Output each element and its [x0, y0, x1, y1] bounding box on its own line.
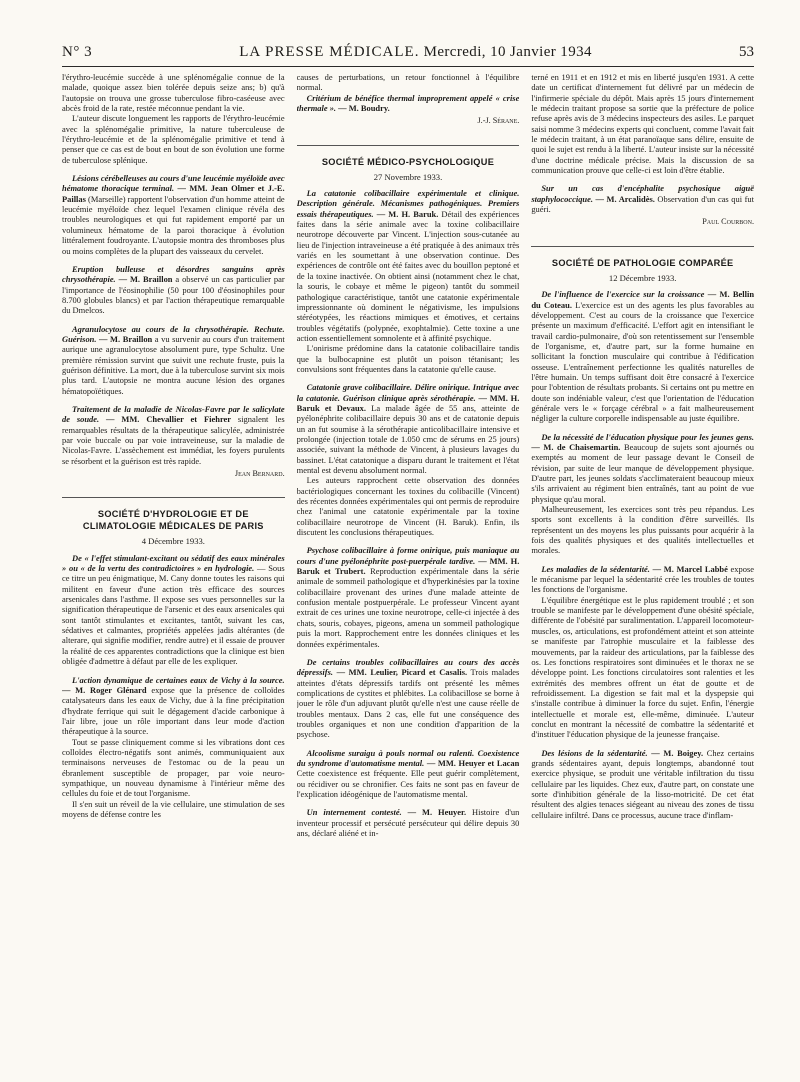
abstract-title: Des lésions de la sédentarité.	[541, 747, 648, 758]
abstract-authors: — M. Boudry.	[338, 103, 390, 114]
abstract-text: Chez certains grands sédentaires ayant, depuis longtemps, abandonné tout exercice physique, se produit une véritable infiltration du tissu cellulaire par les liquides. Chez eux, d'autre part, on constate une sorte d'inhibition générale de la lisso-motricité. De cet état résultent des algies tenaces siégeant au niveau des zones de tissu cellulaire infiltré. Dans ce processus, aucune trace d'inflam-	[531, 747, 754, 820]
column-1	[62, 72, 285, 1074]
abstract	[62, 324, 285, 396]
abstract	[297, 188, 520, 343]
signature: Jean Bernard.	[234, 469, 285, 479]
paragraph: L'auteur discute longuement les rapports de l'érythro-leucémie avec la splénomégalie primitive, la nature tuberculeuse de l'érythro-leucémie et de la splénomégalie primitive et tend à penser que ce cas est de bout en bout de son évolution une forme de tuberculose splénique.	[62, 113, 285, 165]
abstract-authors: — M. Braillon	[118, 274, 173, 285]
paragraph: l'érythro-leucémie succède à une splénomégalie connue de la malade, quoique assez bien tolérée depuis seize ans; b) qu'à l'autopsie on trouva une grosse tuberculose fibro-caséeuse avec abcès froid de la rate, restée méconnue pendant la vie.	[62, 72, 285, 114]
abstract-text: (Marseille) rapportent l'observation d'un homme atteint de leucémie myéloïde chez lequel l'examen clinique révéla des troubles neurologiques et qui fut rapidement emporté par un volumineux hématome de la paroi thoracique à évolution littéralement foudroyante. L'autopsie montra des thromboses plus ou moins complètes de la plupart des vaisseaux du cervelet.	[62, 193, 285, 256]
abstract-authors: — MM. H. Baruk et Trubert.	[296, 555, 520, 577]
abstract	[62, 173, 285, 256]
abstract-text: a vu survenir au cours d'un traitement aurique une agranulocytose absolument pure, type Schultz. Une première rémission survint que suivit une rechute fruste, puis la guérison définitive. La mort, due à la tuberculose survint six mois plus tard. L'autopsie ne montra aucune lésion des organes hématopoïétiques.	[62, 333, 285, 396]
abstract-title: L'action dynamique de certaines eaux de Vichy à la source.	[72, 674, 285, 685]
abstract-authors: — M. Roger Glénard	[62, 684, 147, 695]
abstract-text: Détail des expériences faites dans la série animale avec la toxine colibacillaire neurotrope découverte par Vincent. L'injection sous-cutanée au lieu de l'injection intraveineuse a été pratiquée à des animaux très variés en les soumettant à une observation continue. Des expériences de contrôle ont été faites avec du bouillon peptoné et de la toxine inactivée. On obtient ainsi (notamment chez le chat, la souris, le cobaye et même le pigeon) tantôt du sommeil pathologique caractéristique, tantôt une catatonie expérimentale impressionnante où dominent le négativisme, les impulsions stéréotypées, les réactions mimiques et émotives, et certains troubles végétatifs (polypnée, exophtalmie). Cette toxine a une action essentiellement somnolente et à affinité psychique.	[296, 208, 520, 343]
abstract	[531, 748, 754, 820]
society-heading: SOCIÉTÉ D'HYDROLOGIE ET DE CLIMATOLOGIE MÉDICALES DE PARIS	[62, 497, 285, 532]
abstract-title: Sur un cas d'encéphalite psychosique aiguë staphylococcique.	[531, 183, 754, 204]
abstract-text: Observation d'un cas qui fut guéri.	[531, 193, 754, 215]
abstract-title: Un internement contesté.	[306, 807, 402, 818]
abstract-authors: — M. Bellin du Coteau.	[531, 289, 754, 310]
abstract-authors: — M. Heuyer.	[407, 807, 467, 818]
abstract-title: Critérium de bénéfice thermal improprement appelé « crise thermale ».	[296, 92, 520, 114]
abstract-text: Trois malades atteintes d'états dépressifs tardifs ont présenté les mêmes complications de cystites et phlébites. La colibacillose se borne à jouer le rôle d'un adjuvant plutôt qu'elle n'est une cause réelle de troubles mentaux. Dans 2 cas, elle fut une conséquence des troubles organiques et non une condition d'apparition de la psychose.	[296, 667, 520, 740]
abstract-title: La catatonie colibacillaire expérimentale et clinique. Description générale. Mécanismes pathogéniques. Premiers essais thérapeutiques.	[296, 188, 520, 219]
session-date: 12 Décembre 1933.	[608, 272, 677, 283]
abstract	[297, 807, 520, 838]
journal-title-line	[239, 44, 592, 61]
abstract-title: Les maladies de la sédentarité.	[541, 563, 650, 574]
abstract-text: Histoire d'un inventeur processif et persécuté persécuteur qui délire depuis 30 ans, déclaré aliéné et in-	[296, 807, 520, 838]
abstract-text: Reproduction expérimentale dans la série animale de sommeil pathologique et d'hyperkinésies par la toxine colibacillaire provenant des urines d'une malade atteinte de confusion mentale postpuerpérale. Le professeur Vincent ayant extrait de ces urines une toxine neurotrope, celle-ci injectée à des chats, souris, cobayes, pigeons, amena un sommeil pathologique puis la mort. Rapprochement entre les données cliniques et les données expérimentales.	[296, 566, 520, 649]
abstract-authors: — MM. Leulier, Picard et Casalis.	[336, 667, 468, 678]
paragraph: terné en 1911 et en 1912 et mis en liberté jusqu'en 1931. A cette date un certificat d'internement fut délivré par un médecin de l'infirmerie spéciale du dépôt. Mais après 15 jours d'internement le médecin traitant propose sa sortie que la préfecture de police refuse après avis de 3 médecins inspecteurs des asiles. Le parquet saisi nomme 3 médecins experts qui concluent, comme l'avait fait le médecin traitant, à un état paranoïaque sans délire, ensuite de quoi le sujet est rendu à la liberté. L'auteur insiste sur la nécessité d'une doctrine médicale précise. Mais la discussion de sa communication prouve que celle-ci est loin d'être établie.	[531, 72, 754, 176]
paragraph: Malheureusement, les exercices sont très peu répandus. Les sports sont excellents à la condition d'être surveillés. Ils représentent un des moyens les plus puissants pour acquérir à la fois des qualités physiques et des qualités intellectuelles et morales.	[531, 504, 754, 556]
paragraph: L'onirisme prédomine dans la catatonie colibacillaire tandis que la bulbocapnine est plutôt un poison tétanisant; les convulsions sont fréquentes dans la catatonie qu'elle cause.	[296, 343, 520, 374]
abstract-authors: — M. Arcalidès.	[595, 193, 655, 204]
abstract	[531, 564, 754, 595]
abstract	[297, 748, 520, 800]
session-date: 4 Décembre 1933.	[141, 536, 205, 547]
signature: J.-J. Sérane.	[477, 116, 520, 126]
abstract-title: De certains troubles colibacillaires au cours des accès dépressifs.	[296, 656, 520, 678]
column-2	[297, 72, 520, 1074]
abstract-title: Alcoolisme suraigu à pouls normal ou ralenti. Coexistence du syndrome d'automatisme mental.	[296, 747, 520, 768]
abstract-authors: — MM. H. Baruk et Devaux.	[296, 392, 520, 413]
society-heading: SOCIÉTÉ DE PATHOLOGIE COMPARÉE	[531, 246, 754, 269]
abstract-title: Psychose colibacillaire à forme onirique, puis maniaque au cours d'une pyélonéphrite post-puerpérale tardive.	[296, 545, 520, 566]
abstract-title: De l'influence de l'exercice sur la croissance	[541, 289, 705, 300]
journal-title: LA PRESSE MÉDICALE.	[239, 43, 420, 60]
running-header	[62, 38, 754, 67]
abstract	[531, 289, 754, 423]
abstract-text: La malade âgée de 55 ans, atteinte de pyélonéphrite colibacillaire depuis 30 ans et de catatonie depuis un an fut soumise à la sérothérapie anticolibacillaire intensive et prolongée (injection totale de 1.050 cmc de sérums en 25 jours) associée, suivant la méthode de Vincent, à plusieurs lavages du bassinet. L'état catatonique a disparu durant le traitement et l'état mental est devenu absolument normal.	[296, 402, 520, 475]
abstract-text: signalent les remarquables résultats de la thérapeutique salicylée, administrée par voie buccale ou par voie intraveineuse, sur la maladie de Nicolas-Favre. L'assèchement est immédiat, les foyers purulents se résorbent et la guérison est très rapide.	[62, 414, 285, 466]
abstract	[531, 183, 754, 214]
column-3	[531, 72, 754, 1074]
page-number: 53	[739, 43, 754, 60]
abstract-title: Agranulocytose au cours de la chrysothérapie. Rechute. Guérison.	[62, 323, 285, 344]
abstract	[62, 553, 285, 667]
abstract	[297, 382, 520, 475]
abstract	[62, 675, 285, 737]
paragraph: L'équilibre énergétique est le plus rapidement troublé ; et son trouble se manifeste par le développement d'une obésité spéciale, différente de l'obésité par suralimentation. L'appareil locomoteur-muscles, os, articulations, est profondément atteint et son atteinte se manifeste par l'atrophie musculaire et la faiblesse des mouvements, par la raideur des articulations, par la faiblesse des os. Les fonctions respiratoires sont diminuées et le thorax ne se développe point. Les fonctions circulatoires sont ralenties et les extrémités des membres offrent un état de goutte et de refroidissement. La digestion se fait mal et la dyspepsie qui s'installe contribue à diminuer la force du sujet. Enfin, l'énergie intellectuelle et morale est, elle-même, diminuée. L'auteur conclut en montrant la nécessité de combattre la sédentarité et d'instituer l'éducation physique de la jeunesse française.	[531, 594, 754, 740]
abstract-text: Cette coexistence est fréquente. Elle peut guérir complètement, ou récidiver ou se chronifier. Ces faits ne sont pas en faveur de l'explication idéogénique de l'automatisme mental.	[296, 768, 520, 799]
abstract-text: — Sous ce titre un peu énigmatique, M. Cany donne toutes les raisons qui militent en faveur d'une action très efficace des sources arsenicales dans l'asthme. Il expose ses vues personnelles sur la signification thérapeutique de l'arsenic et des eaux arsenicales qui sont tantôt stimulantes et excitantes, tantôt, suivant les cas, sédatives et calmantes, propriétés appelées jadis altérantes (de alterare, qui signifie modifier, rendre autre) et il essaie de prouver la réalité de ces apparentes contradictions que la clinique est bien obligée d'admettre à défaut par elle de les expliquer.	[62, 563, 285, 667]
abstract-authors: — M. Braillon	[99, 333, 153, 344]
paragraph: Les auteurs rapprochent cette observation des données bactériologiques concernant les toxines du colibacille (Vincent) des récentes données expérimentales qui ont permis de reproduire chez l'animal une catatonie expérimentale par la toxine colibacillaire neurotrope de Vincent (H. Baruk). Enfin, ils discutent les conclusions thérapeutiques.	[296, 475, 520, 538]
abstract	[531, 432, 754, 504]
abstract	[297, 93, 520, 114]
abstract-authors: — MM. Jean Olmer et J.-E. Paillas	[62, 183, 285, 204]
article-columns	[62, 72, 754, 1074]
issue-number: N° 3	[62, 43, 93, 60]
abstract-authors: — M. Marcel Labbé	[652, 563, 728, 574]
paragraph: Tout se passe cliniquement comme si les vibrations dont ces colloïdes électro-négatifs sont animés, communiquaient aux terminaisons nerveuses de l'estomac ou de la peau un ébranlement susceptible de propager, par voie neuro-sympathique, un nouveau dynamisme à l'intérieur même des cellules du foie et de tout l'organisme.	[62, 736, 285, 799]
abstract-authors: — MM. Chevallier et Fiehrer	[106, 414, 232, 425]
abstract	[62, 404, 285, 466]
signature: Paul Courbon.	[702, 217, 754, 227]
abstract-authors: — M. H. Baruk.	[376, 208, 439, 219]
abstract-text: a observé un cas particulier par l'importance de l'éosinophilie (50 pour 100 d'éosinophiles pour 8.700 globules blancs) et par l'action thérapeutique remarquable du Dmelcos.	[62, 274, 285, 316]
abstract-text: L'exercice est un des agents les plus favorables au développement. C'est au cours de la croissance que l'exercice présente un maximum d'efficacité. L'effort agit en intensifiant le travail cardio-pulmonaire, d'où son retentissement sur l'ensemble de l'organisme, et, d'autre part, sur la forme humaine en sollicitant la fonction musculaire qui contribue à l'édification osseuse. L'entraînement perfectionne les qualités naturelles de l'être humain. Un temps suffisant doit être consacré à l'exercice pour l'obtention de résultats probants. Si certains ont pu mettre en doute son indéniable valeur, c'est que l'orientation de l'éducation générale vers le « forçage cérébral » a fait malheureusement négliger la culture corporelle indispensable au juste équilibre.	[531, 299, 754, 424]
abstract-text: expose le mécanisme par lequel la sédentarité crée les troubles de toutes les fonctions de l'organisme.	[531, 563, 754, 595]
society-heading: SOCIÉTÉ MÉDICO-PSYCHOLOGIQUE	[297, 145, 520, 168]
issue-date: Mercredi, 10 Janvier 1934	[423, 43, 592, 60]
abstract-title: Catatonie grave colibacillaire. Délire onirique. Intrique avec la catatonie. Guérison clinique après sérothérapie.	[296, 382, 520, 403]
abstract-title: Traitement de la maladie de Nicolas-Favre par le salicylate de soude.	[62, 403, 285, 425]
abstract	[297, 657, 520, 740]
abstract	[62, 264, 285, 316]
abstract-authors: — M. Boigey.	[651, 747, 704, 758]
abstract-title: Lésions cérébelleuses au cours d'une leucémie myéloïde avec hématome thoracique terminal.	[62, 173, 285, 194]
paragraph: Il s'en suit un réveil de la vie cellulaire, une stimulation de ses moyens de défense contre les	[62, 798, 285, 819]
abstract	[297, 545, 520, 648]
abstract-title: De « l'effet stimulant-excitant ou sédatif des eaux minérales » ou « de la vertu des contradictoires » en hydrologie.	[62, 552, 285, 574]
abstract-text: expose que la présence de colloïdes catalysateurs dans les eaux de Vichy, due à la fine précipitation d'hydrate ferrique qui suit le dégagement d'acide carbonique à l'air libre, joue un rôle important dans leur mode d'action thérapeutique à la source.	[62, 684, 285, 737]
abstract-title: De la nécessité de l'éducation physique pour les jeunes gens.	[541, 431, 754, 442]
session-date: 27 Novembre 1933.	[373, 171, 443, 182]
paragraph: causes de perturbations, un retour fonctionnel à l'équilibre normal.	[296, 72, 520, 93]
abstract-text: Beaucoup de sujets sont ajournés ou exemptés au moment de leur passage devant le Conseil de révision, par suite de leur manque de développement physique. D'autre part, les jeunes soldats s'acclimateraient beaucoup mieux s'ils arrivaient au régiment bien entraînés, tant au point de vue physique qu'au moral.	[531, 441, 754, 504]
abstract-authors: — MM. Heuyer et Lacan	[426, 757, 520, 768]
abstract-authors: — M. de Chaisemartin.	[531, 441, 621, 452]
abstract-title: Eruption bulleuse et désordres sanguins après chrysothérapie.	[62, 263, 285, 285]
